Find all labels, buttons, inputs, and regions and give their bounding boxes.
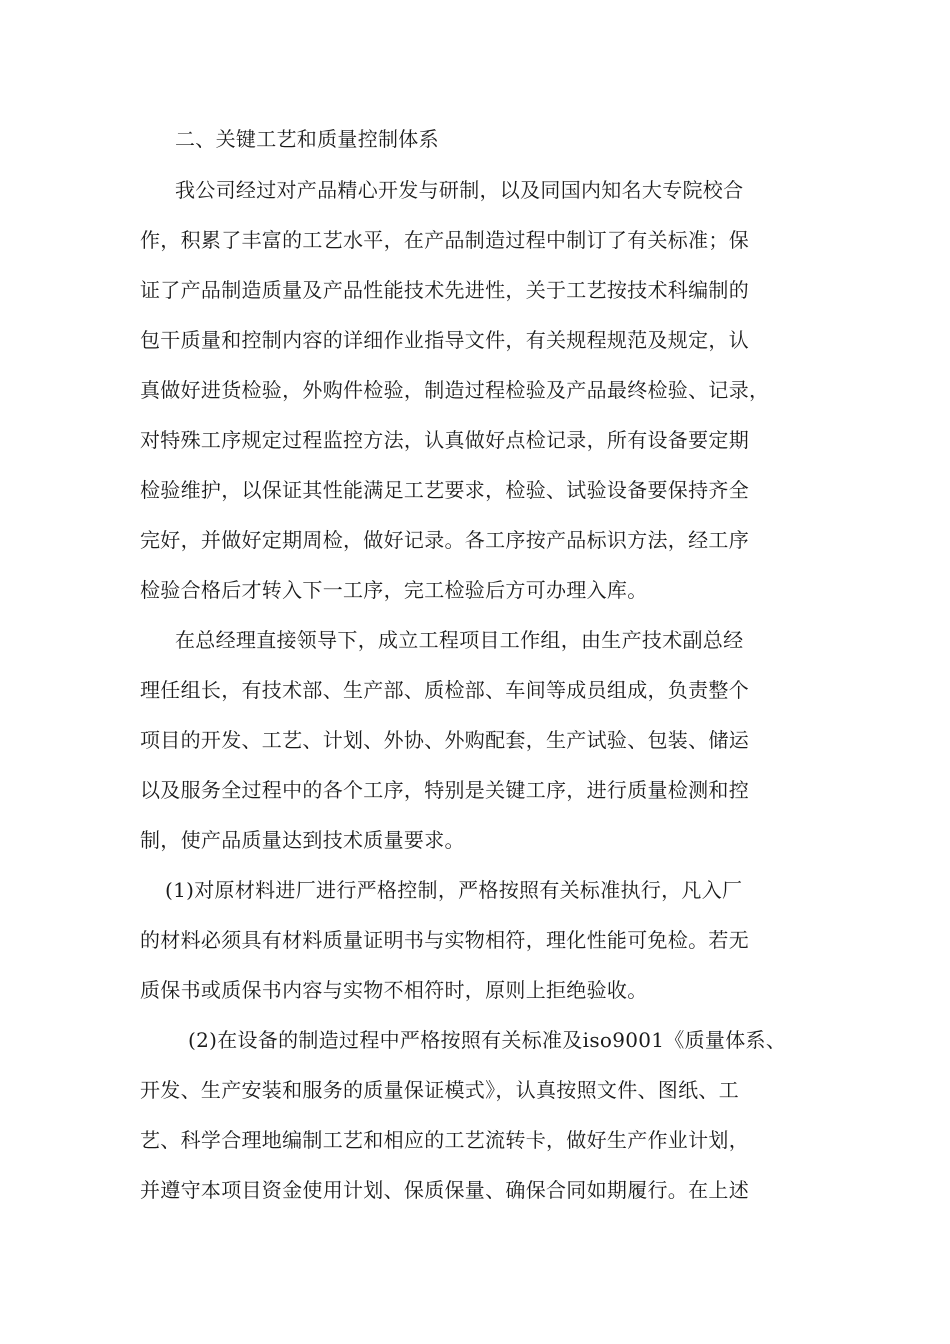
paragraph-1-line-7: 检验维护，以保证其性能满足工艺要求，检验、试验设备要保持齐全	[140, 478, 749, 502]
paragraph-1-line-2: 作，积累了丰富的工艺水平，在产品制造过程中制订了有关标准；保	[140, 228, 749, 252]
paragraph-2-line-4: 以及服务全过程中的各个工序，特别是关键工序，进行质量检测和控	[140, 778, 749, 802]
paragraph-3-line-2: 的材料必须具有材料质量证明书与实物相符，理化性能可免检。若无	[140, 928, 749, 952]
paragraph-1-line-3: 证了产品制造质量及产品性能技术先进性，关于工艺按技术科编制的	[140, 278, 749, 302]
paragraph-4-line-1: (2)在设备的制造过程中严格按照有关标准及iso9001《质量体系、	[188, 1028, 787, 1052]
paragraph-1-line-4: 包干质量和控制内容的详细作业指导文件，有关规程规范及规定，认	[140, 328, 749, 352]
section-heading: 二、关键工艺和质量控制体系	[175, 127, 439, 151]
paragraph-3-line-1: (1)对原材料进厂进行严格控制，严格按照有关标准执行，凡入厂	[165, 878, 743, 902]
paragraph-2-line-3: 项目的开发、工艺、计划、外协、外购配套，生产试验、包装、储运	[140, 728, 749, 752]
paragraph-1-line-8: 完好，并做好定期周检，做好记录。各工序按产品标识方法，经工序	[140, 528, 749, 552]
paragraph-2-line-5: 制，使产品质量达到技术质量要求。	[140, 828, 465, 852]
paragraph-2-line-1: 在总经理直接领导下，成立工程项目工作组，由生产技术副总经	[175, 628, 744, 652]
paragraph-1-line-9: 检验合格后才转入下一工序，完工检验后方可办理入库。	[140, 578, 648, 602]
paragraph-4-line-2: 开发、生产安装和服务的质量保证模式》，认真按照文件、图纸、工	[140, 1078, 739, 1102]
paragraph-4-line-3: 艺、科学合理地编制工艺和相应的工艺流转卡，做好生产作业计划，	[140, 1128, 749, 1152]
paragraph-1-line-1: 我公司经过对产品精心开发与研制，以及同国内知名大专院校合	[175, 178, 744, 202]
paragraph-1-line-5: 真做好进货检验，外购件检验，制造过程检验及产品最终检验、记录，	[140, 378, 770, 402]
paragraph-1-line-6: 对特殊工序规定过程监控方法，认真做好点检记录，所有设备要定期	[140, 428, 749, 452]
paragraph-4-line-4: 并遵守本项目资金使用计划、保质保量、确保合同如期履行。在上述	[140, 1178, 749, 1202]
paragraph-2-line-2: 理任组长，有技术部、生产部、质检部、车间等成员组成，负责整个	[140, 678, 749, 702]
paragraph-3-line-3: 质保书或质保书内容与实物不相符时，原则上拒绝验收。	[140, 978, 648, 1002]
